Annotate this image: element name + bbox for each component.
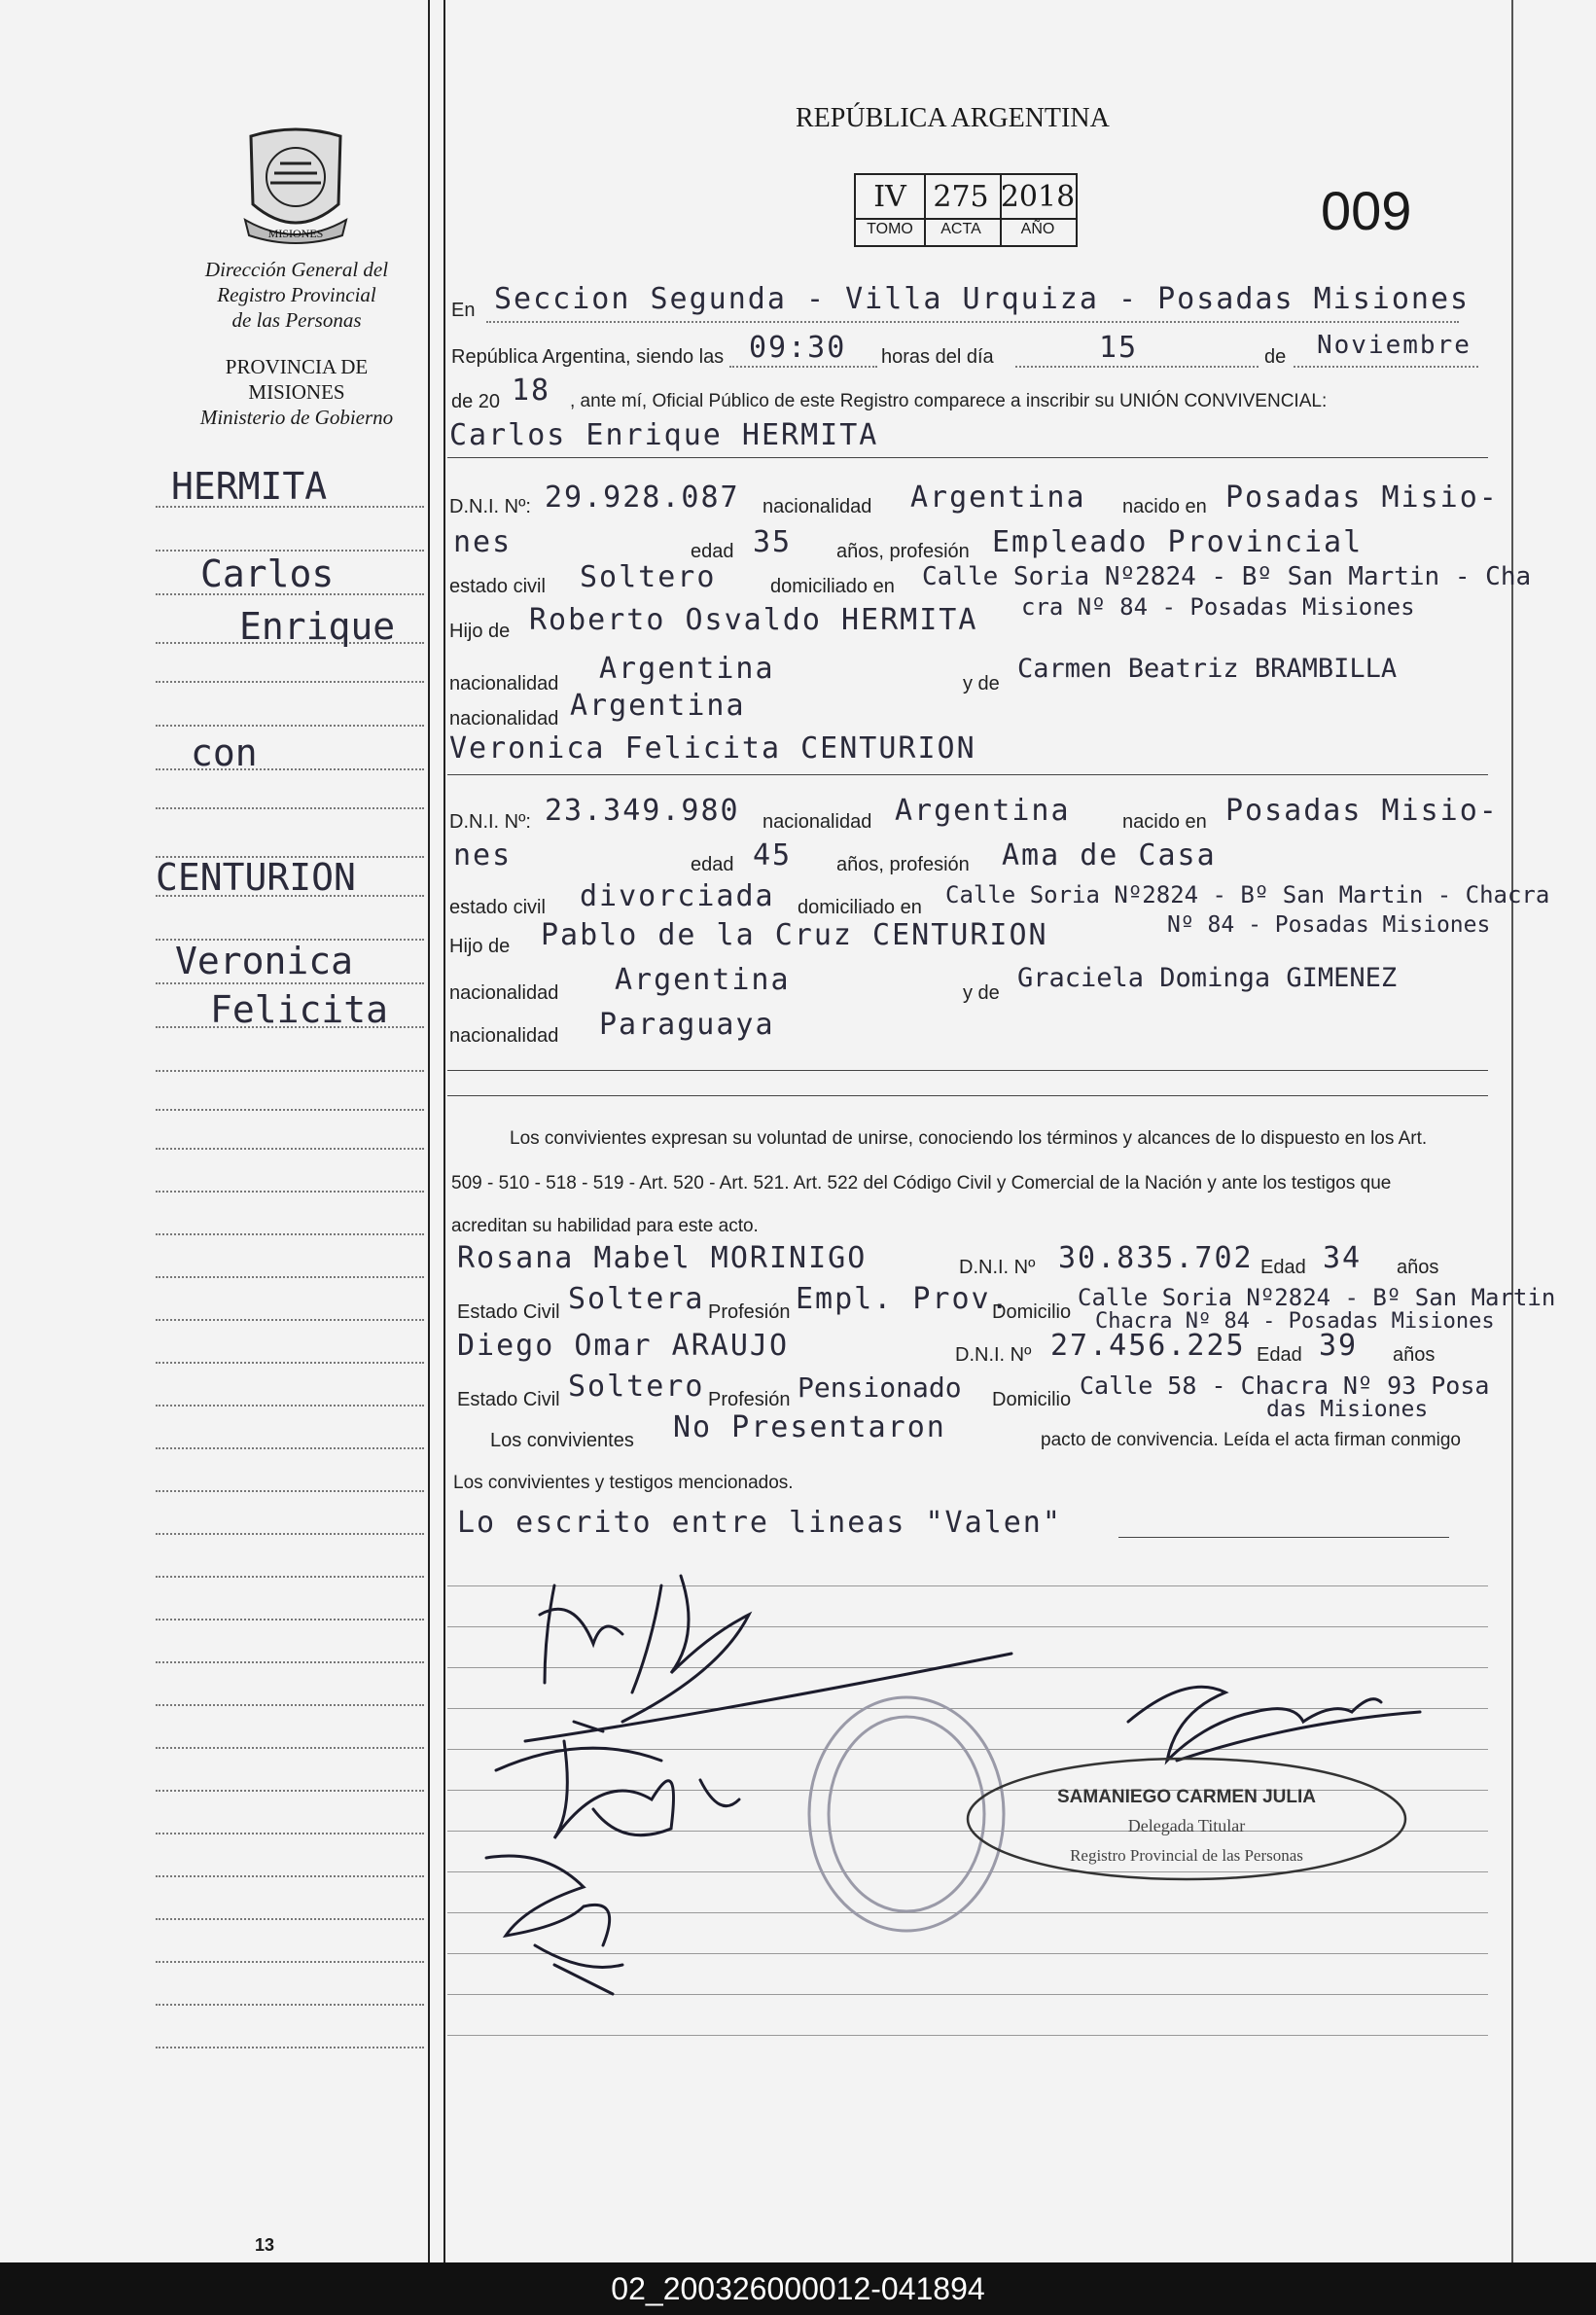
- hour-value: 09:30: [749, 331, 847, 365]
- margin-surname-1: HERMITA: [171, 465, 328, 508]
- partner2-mother: Graciela Dominga GIMENEZ: [1017, 963, 1398, 993]
- partner1-prof-label: años, profesión: [836, 541, 970, 562]
- legal-text-line-2: 509 - 510 - 518 - 519 - Art. 520 - Art. 521. Art. 522 del Código Civil y Comercial de la Nación y ante los testigos que: [451, 1173, 1392, 1193]
- partner2-full-name: Veronica Felicita CENTURION: [449, 731, 976, 766]
- partner2-born-place-a: Posadas Misio-: [1225, 794, 1499, 828]
- partner1-profession: Empleado Provincial: [992, 525, 1364, 559]
- sidebar-rule: [156, 2004, 424, 2006]
- partner2-mother-label: y de: [963, 982, 1000, 1004]
- year-value: 18: [512, 374, 551, 408]
- agency-line-1: Dirección General del: [204, 258, 389, 281]
- partner2-nac-label: nacionalidad: [763, 811, 872, 833]
- partner1-nac-label: nacionalidad: [763, 496, 872, 517]
- partner2-profession: Ama de Casa: [1002, 838, 1217, 873]
- witness2-dni: 27.456.225: [1050, 1329, 1246, 1363]
- witness2-address-label: Domicilio: [992, 1389, 1072, 1410]
- sidebar-rule: [156, 1319, 424, 1321]
- margin-conjunction: con: [191, 731, 258, 774]
- sidebar-rule: [156, 1619, 424, 1620]
- de-month-label: de: [1264, 346, 1287, 368]
- witness2-civil: Soltero: [568, 1370, 705, 1404]
- sidebar-rule: [156, 725, 424, 727]
- sidebar-rule: [156, 1833, 424, 1834]
- official-name: SAMANIEGO CARMEN JULIA: [1056, 1787, 1317, 1807]
- sidebar-rule: [156, 1576, 424, 1578]
- partner2-age: 45: [753, 838, 793, 873]
- country-title: REPÚBLICA ARGENTINA: [796, 103, 1110, 133]
- partner2-civil-label: estado civil: [449, 897, 546, 918]
- partner1-mother-nationality: Argentina: [570, 689, 746, 723]
- sidebar-rule: [156, 1875, 424, 1877]
- day-value: 15: [1099, 331, 1139, 365]
- month-value: Noviembre: [1317, 331, 1472, 360]
- partner2-address-b: Nº 84 - Posadas Misiones: [1167, 912, 1491, 938]
- sidebar-rule: [156, 1109, 424, 1111]
- partner1-address-a: Calle Soria Nº2824 - Bº San Martin - Cha: [922, 562, 1532, 591]
- partner1-dni-value: 29.928.087: [545, 481, 740, 515]
- testigos-text: Los convivientes y testigos mencionados.: [453, 1473, 794, 1493]
- witness2-civil-label: Estado Civil: [457, 1389, 560, 1410]
- sidebar-rule: [156, 1533, 424, 1535]
- republica-label: República Argentina, siendo las: [451, 346, 725, 368]
- witness1-age: 34: [1323, 1241, 1363, 1275]
- sidebar-rule: [156, 681, 424, 683]
- official-title: Delegada Titular: [1127, 1816, 1246, 1835]
- sidebar-rule: [156, 1276, 424, 1278]
- partner2-dni-value: 23.349.980: [545, 794, 740, 828]
- sidebar-rule: [156, 1191, 424, 1193]
- partner1-mother-label: y de: [963, 673, 1000, 694]
- partner2-age-label: edad: [691, 854, 734, 875]
- witness1-prof-label: Profesión: [708, 1301, 791, 1323]
- partner1-father: Roberto Osvaldo HERMITA: [529, 603, 978, 637]
- en-label: En: [451, 300, 476, 321]
- province-line-1: PROVINCIA DE: [225, 355, 369, 378]
- partner2-nationality: Argentina: [895, 794, 1071, 828]
- witness1-profession: Empl. Prov.: [796, 1282, 1011, 1316]
- partner2-father-nationality: Argentina: [615, 963, 791, 997]
- sidebar-rule: [156, 1233, 424, 1235]
- partner1-address-label: domiciliado en: [770, 576, 895, 597]
- document-id-footer: 02_200326000012-041894: [0, 2262, 1596, 2315]
- pacto-value: No Presentaron: [673, 1410, 946, 1444]
- partner2-father: Pablo de la Cruz CENTURION: [541, 918, 1048, 952]
- svg-text:MISIONES: MISIONES: [267, 227, 324, 240]
- partner1-parent-label: Hijo de: [449, 621, 511, 642]
- partner1-born-place-b: nes: [453, 525, 513, 559]
- sidebar-rule: [156, 1405, 424, 1407]
- witness1-address-label: Domicilio: [992, 1301, 1072, 1323]
- tomo-label: TOMO: [854, 218, 926, 247]
- witness2-address-a: Calle 58 - Chacra Nº 93 Posa: [1080, 1371, 1490, 1400]
- sidebar-rule: [156, 550, 424, 552]
- agency-line-3: de las Personas: [231, 308, 362, 332]
- sidebar-rule: [156, 807, 424, 809]
- sidebar-rule: [156, 1148, 424, 1150]
- sidebar-rule: [156, 1661, 424, 1663]
- partner1-civil-label: estado civil: [449, 576, 546, 597]
- document-number: 009: [1321, 180, 1412, 241]
- sidebar-rule: [156, 1362, 424, 1364]
- partner1-full-name: Carlos Enrique HERMITA: [449, 418, 879, 452]
- partner1-address-b: cra Nº 84 - Posadas Misiones: [1021, 593, 1415, 621]
- partner1-born-place-a: Posadas Misio-: [1225, 481, 1499, 515]
- margin-surname-2: CENTURION: [156, 856, 356, 899]
- partner1-dni-label: D.N.I. Nº:: [449, 496, 531, 517]
- witness1-civil-label: Estado Civil: [457, 1301, 560, 1323]
- margin-name-2a: Veronica: [175, 940, 354, 982]
- partner2-father-nac-label: nacionalidad: [449, 982, 559, 1004]
- witness2-age-label: Edad: [1257, 1344, 1302, 1366]
- ministry-line: Ministerio de Gobierno: [199, 406, 394, 429]
- horas-label: horas del día: [881, 346, 994, 368]
- anio-value: 2018: [1000, 173, 1078, 220]
- witness2-profession: Pensionado: [798, 1371, 962, 1404]
- witness2-address-b: das Misiones: [1266, 1397, 1429, 1422]
- witness2-prof-label: Profesión: [708, 1389, 791, 1410]
- anio-label: AÑO: [1000, 218, 1078, 247]
- legal-text-line-3: acreditan su habilidad para este acto.: [451, 1216, 759, 1236]
- witness2-years-label: años: [1393, 1344, 1436, 1366]
- acta-value: 275: [922, 173, 1002, 220]
- section-location-value: Seccion Segunda - Villa Urquiza - Posadas Misiones: [494, 282, 1471, 316]
- witness1-age-label: Edad: [1260, 1257, 1306, 1278]
- witness2-dni-label: D.N.I. Nº: [955, 1344, 1032, 1366]
- sidebar-rule: [156, 1447, 424, 1449]
- tomo-value: IV: [854, 173, 926, 220]
- witness2-name: Diego Omar ARAUJO: [457, 1329, 790, 1363]
- margin-name-1a: Carlos: [200, 552, 335, 595]
- partner2-dni-label: D.N.I. Nº:: [449, 811, 531, 833]
- partner2-civil-status: divorciada: [580, 879, 775, 913]
- witness1-name: Rosana Mabel MORINIGO: [457, 1241, 868, 1275]
- page-number: 13: [255, 2235, 275, 2255]
- sidebar-rule: [156, 1070, 424, 1072]
- partner1-father-nationality: Argentina: [599, 652, 775, 686]
- enmienda-note: Lo escrito entre lineas "Valen": [457, 1506, 1062, 1540]
- official-org: Registro Provincial de las Personas: [1070, 1846, 1303, 1865]
- comparece-text: , ante mí, Oficial Público de este Registro comparece a inscribir su UNIÓN CONVIVENCIAL:: [570, 391, 1328, 411]
- witness1-address-b: Chacra Nº 84 - Posadas Misiones: [1095, 1309, 1495, 1334]
- sidebar-rule: [156, 1704, 424, 1706]
- partner1-age: 35: [753, 525, 793, 559]
- pacto-text: pacto de convivencia. Leída el acta firman conmigo: [1041, 1430, 1461, 1450]
- sidebar-rule: [156, 1747, 424, 1749]
- partner2-born-place-b: nes: [453, 838, 513, 873]
- partner1-age-label: edad: [691, 541, 734, 562]
- partner1-mother-nac-label: nacionalidad: [449, 708, 559, 730]
- sidebar-rule: [156, 1490, 424, 1492]
- sidebar-rule: [156, 1790, 424, 1792]
- partner2-prof-label: años, profesión: [836, 854, 970, 875]
- witness2-age: 39: [1319, 1329, 1359, 1363]
- partner1-father-nac-label: nacionalidad: [449, 673, 559, 694]
- partner2-address-a: Calle Soria Nº2824 - Bº San Martin - Chacra: [945, 881, 1550, 908]
- partner1-nationality: Argentina: [910, 481, 1086, 515]
- partner2-parent-label: Hijo de: [449, 936, 511, 957]
- sidebar-rule: [156, 982, 424, 984]
- partner1-civil-status: Soltero: [580, 560, 717, 594]
- provincial-seal-icon: [241, 126, 350, 251]
- sidebar-rule: [156, 2047, 424, 2048]
- signature-marks: [428, 1556, 1517, 2062]
- partner2-mother-nationality: Paraguaya: [599, 1008, 775, 1042]
- partner1-born-label: nacido en: [1122, 496, 1207, 517]
- witness1-years-label: años: [1397, 1257, 1439, 1278]
- legal-text-line-1: Los convivientes expresan su voluntad de unirse, conociendo los términos y alcances de lo dispuesto en los Art.: [510, 1128, 1428, 1149]
- sidebar-rule: [156, 1961, 424, 1963]
- margin-name-1b: Enrique: [239, 605, 396, 648]
- sidebar-rule: [156, 1918, 424, 1920]
- convivientes-label: Los convivientes: [490, 1430, 634, 1451]
- witness1-dni-label: D.N.I. Nº: [959, 1257, 1036, 1278]
- witness1-civil: Soltera: [568, 1282, 705, 1316]
- witness1-dni: 30.835.702: [1058, 1241, 1254, 1275]
- margin-name-2b: Felicita: [210, 988, 389, 1031]
- acta-label: ACTA: [922, 218, 1002, 247]
- witness1-address-a: Calle Soria Nº2824 - Bº San Martin: [1078, 1284, 1556, 1311]
- agency-line-2: Registro Provincial: [217, 283, 376, 306]
- province-line-2: MISIONES: [248, 380, 345, 404]
- partner1-mother: Carmen Beatriz BRAMBILLA: [1017, 654, 1398, 684]
- partner2-mother-nac-label: nacionalidad: [449, 1025, 559, 1047]
- year-prefix-label: de 20: [451, 391, 501, 412]
- partner2-born-label: nacido en: [1122, 811, 1207, 833]
- partner2-address-label: domiciliado en: [798, 897, 922, 918]
